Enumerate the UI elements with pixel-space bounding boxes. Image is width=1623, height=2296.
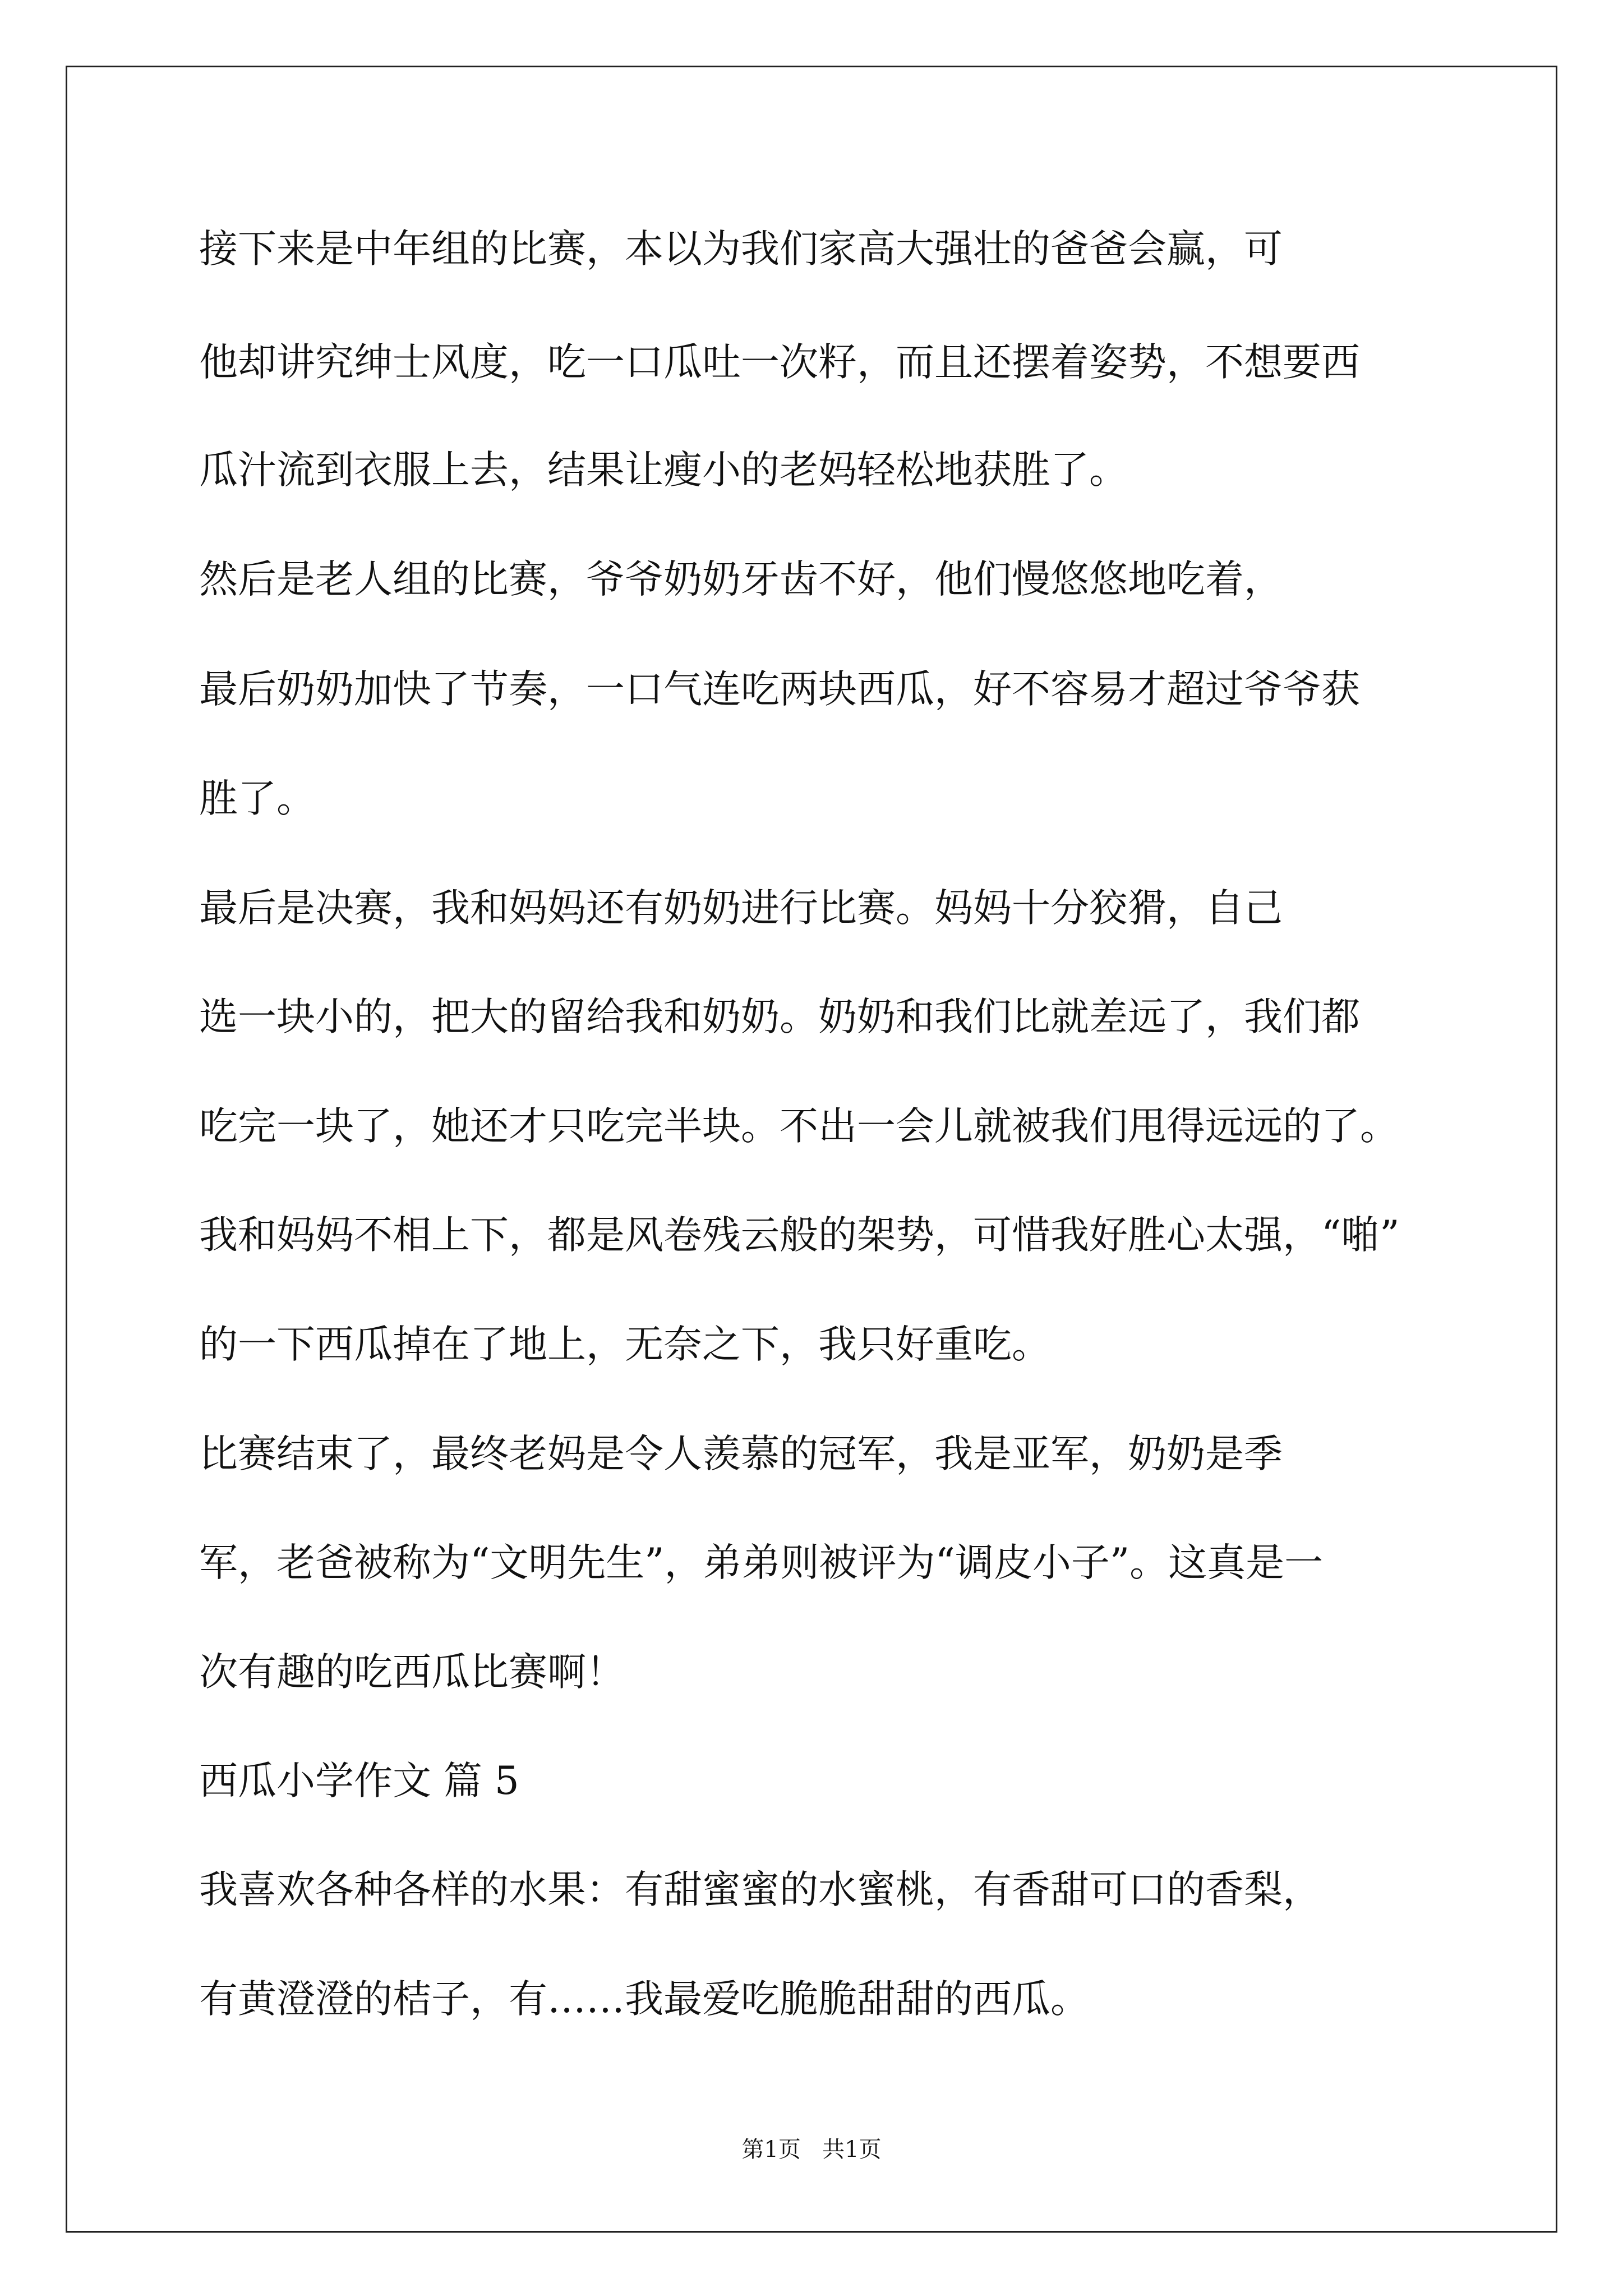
paragraph-line: 选一块小的，把大的留给我和奶奶。奶奶和我们比就差远了，我们都 xyxy=(199,995,1360,1039)
paragraph-line: 胜了。 xyxy=(199,776,315,821)
page-total: 共1页 xyxy=(822,2137,882,2162)
paragraph-line: 我和妈妈不相上下，都是风卷残云般的架势，可惜我好胜心太强，“啪” xyxy=(199,1213,1400,1258)
paragraph-line: 他却讲究绅士风度，吃一口瓜吐一次籽，而且还摆着姿势，不想要西 xyxy=(199,340,1360,385)
paragraph-line: 军，老爸被称为“文明先生”，弟弟则被评为“调皮小子”。这真是一 xyxy=(199,1540,1324,1585)
paragraph-line: 最后是决赛，我和妈妈还有奶奶进行比赛。妈妈十分狡猾，自己 xyxy=(199,886,1283,931)
paragraph-line: 最后奶奶加快了节奏，一口气连吃两块西瓜，好不容易才超过爷爷获 xyxy=(199,667,1360,712)
paragraph-line: 有黄澄澄的桔子，有……我最爱吃脆脆甜甜的西瓜。 xyxy=(199,1977,1089,2022)
paragraph-line: 瓜汁流到衣服上去，结果让瘦小的老妈轻松地获胜了。 xyxy=(199,448,1128,493)
section-heading: 西瓜小学作文 篇 5 xyxy=(199,1759,519,1803)
paragraph-line: 比赛结束了，最终老妈是令人羡慕的冠军，我是亚军，奶奶是季 xyxy=(199,1432,1283,1476)
paragraph-line: 次有趣的吃西瓜比赛啊！ xyxy=(199,1650,625,1695)
paragraph-line: 接下来是中年组的比赛，本以为我们家高大强壮的爸爸会赢，可 xyxy=(199,227,1283,272)
page-number: 第1页 xyxy=(741,2137,801,2162)
paragraph-line: 的一下西瓜掉在了地上，无奈之下，我只好重吃。 xyxy=(199,1322,1050,1367)
paragraph-line: 吃完一块了，她还才只吃完半块。不出一会儿就被我们甩得远远的了。 xyxy=(199,1104,1399,1149)
page-footer xyxy=(0,2136,1623,2163)
paragraph-line: 我喜欢各种各样的水果：有甜蜜蜜的水蜜桃，有香甜可口的香梨， xyxy=(199,1867,1321,1912)
paragraph-line: 然后是老人组的比赛，爷爷奶奶牙齿不好，他们慢悠悠地吃着， xyxy=(199,557,1283,602)
